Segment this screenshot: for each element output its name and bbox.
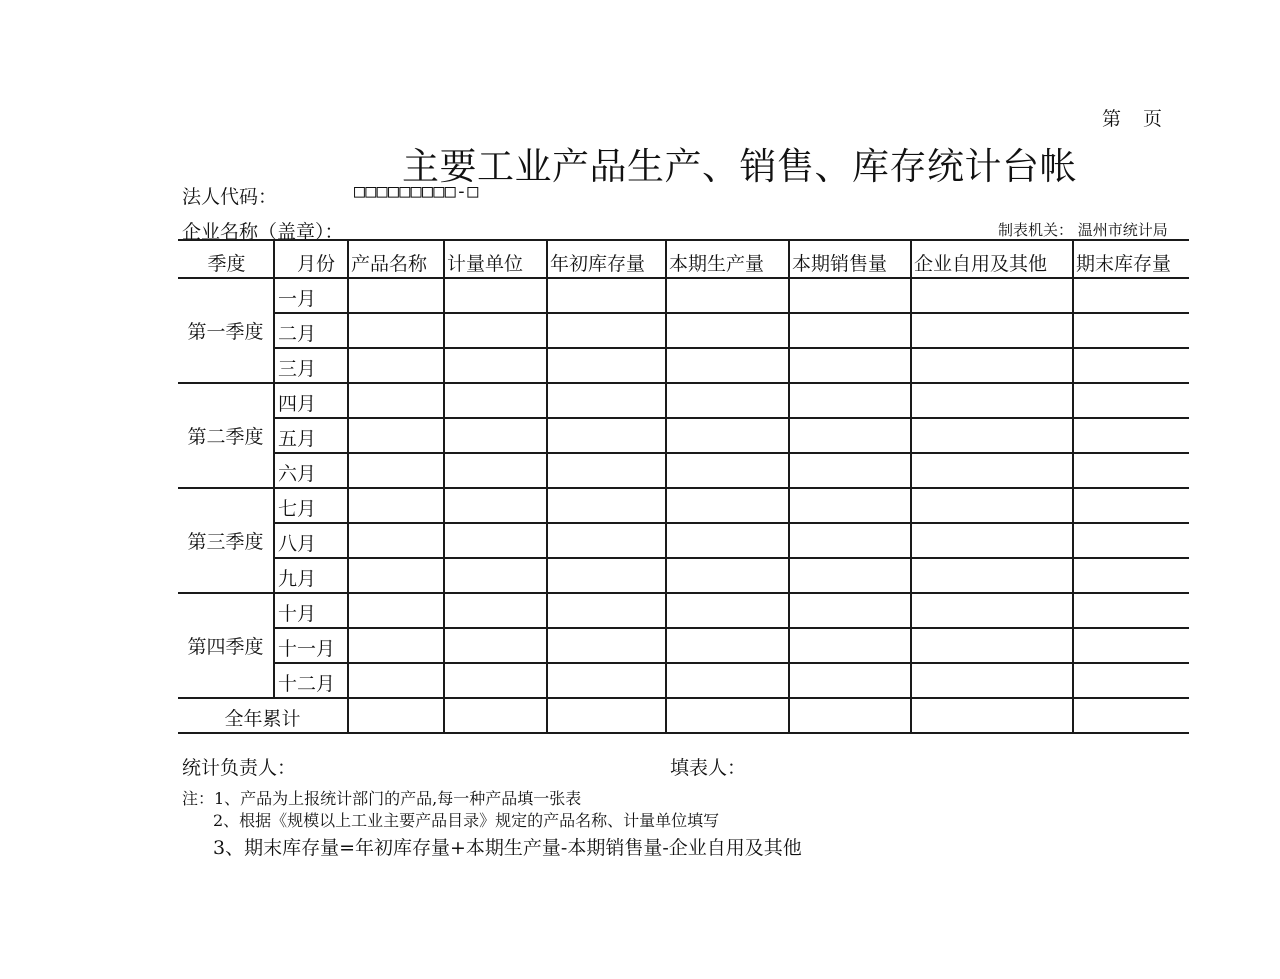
month-label: 二月: [274, 313, 348, 348]
filler-label: 填表人：: [670, 757, 747, 779]
table-row: [178, 418, 1189, 453]
cell-closing-stock[interactable]: [1073, 278, 1189, 313]
cell-production[interactable]: [666, 663, 789, 698]
cell-product-name[interactable]: [348, 278, 444, 313]
cell-product-name[interactable]: [348, 488, 444, 523]
cell-opening-stock[interactable]: [547, 278, 666, 313]
cell-opening-stock[interactable]: [547, 313, 666, 348]
note-1: 注：1、产品为上报统计部门的产品,每一种产品填一张表: [182, 789, 582, 808]
cell-opening-stock[interactable]: [547, 523, 666, 558]
month-label: 十二月: [274, 663, 348, 698]
cell-sales[interactable]: [789, 383, 911, 418]
cell-closing-stock[interactable]: [1073, 558, 1189, 593]
cell-self-use-other[interactable]: [911, 523, 1073, 558]
cell-product-name[interactable]: [348, 628, 444, 663]
cell-product-name[interactable]: [348, 383, 444, 418]
cell-closing-stock[interactable]: [1073, 523, 1189, 558]
cell-sales[interactable]: [789, 558, 911, 593]
table-row: [178, 313, 1189, 348]
cell-product-name[interactable]: [348, 418, 444, 453]
cell-closing-stock[interactable]: [1073, 418, 1189, 453]
cell-unit[interactable]: [444, 523, 547, 558]
table-row: [178, 628, 1189, 663]
cell-unit[interactable]: [444, 313, 547, 348]
table-row: [178, 383, 1189, 418]
cell-production[interactable]: [666, 488, 789, 523]
cell-opening-stock[interactable]: [547, 453, 666, 488]
table-row: [178, 348, 1189, 383]
month-label: 三月: [274, 348, 348, 383]
header-product-name: 产品名称: [348, 240, 444, 278]
quarter-label: 第二季度: [178, 383, 274, 488]
cell-opening-stock[interactable]: [547, 488, 666, 523]
table-row: [178, 278, 1189, 313]
cell-product-name[interactable]: [348, 663, 444, 698]
header-production: 本期生产量: [666, 240, 789, 278]
cell-closing-stock[interactable]: [1073, 383, 1189, 418]
cell-unit[interactable]: [444, 348, 547, 383]
cell-unit[interactable]: [444, 418, 547, 453]
cell-unit[interactable]: [444, 383, 547, 418]
table-row: [178, 523, 1189, 558]
cell-self-use-other[interactable]: [911, 453, 1073, 488]
page-title: 主要工业产品生产、销售、库存统计台帐: [402, 145, 1077, 188]
cell-sales[interactable]: [789, 488, 911, 523]
cell-sales[interactable]: [789, 313, 911, 348]
cell-production[interactable]: [666, 593, 789, 628]
cell-sales[interactable]: [789, 663, 911, 698]
cell-closing-stock[interactable]: [1073, 593, 1189, 628]
total-cell-product-name[interactable]: [348, 698, 444, 733]
note-2: 2、根据《规模以上工业主要产品目录》规定的产品名称、计量单位填写: [213, 811, 720, 830]
cell-production[interactable]: [666, 418, 789, 453]
month-label: 十月: [274, 593, 348, 628]
total-cell-sales[interactable]: [789, 698, 911, 733]
table-row: [178, 488, 1189, 523]
cell-closing-stock[interactable]: [1073, 488, 1189, 523]
cell-sales[interactable]: [789, 523, 911, 558]
month-label: 七月: [274, 488, 348, 523]
page-number-suffix: 页: [1143, 108, 1163, 130]
cell-self-use-other[interactable]: [911, 663, 1073, 698]
cell-production[interactable]: [666, 348, 789, 383]
month-label: 五月: [274, 418, 348, 453]
issuer-info: [998, 219, 1168, 240]
month-label: 十一月: [274, 628, 348, 663]
total-cell-closing-stock[interactable]: [1073, 698, 1189, 733]
cell-unit[interactable]: [444, 558, 547, 593]
cell-sales[interactable]: [789, 628, 911, 663]
cell-opening-stock[interactable]: [547, 348, 666, 383]
cell-self-use-other[interactable]: [911, 593, 1073, 628]
note-3: 3、期末库存量=年初库存量+本期生产量-本期销售量-企业自用及其他: [213, 837, 802, 859]
legal-code-label: 法人代码：: [182, 186, 278, 208]
signer-label: 统计负责人：: [182, 757, 297, 779]
cell-self-use-other[interactable]: [911, 558, 1073, 593]
cell-sales[interactable]: [789, 418, 911, 453]
cell-production[interactable]: [666, 523, 789, 558]
quarter-label: 第四季度: [178, 593, 274, 698]
quarter-label: 第三季度: [178, 488, 274, 593]
cell-self-use-other[interactable]: [911, 628, 1073, 663]
cell-unit[interactable]: [444, 453, 547, 488]
header-opening-stock: 年初库存量: [547, 240, 666, 278]
header-sales: 本期销售量: [789, 240, 911, 278]
cell-self-use-other[interactable]: [911, 313, 1073, 348]
header-row: [178, 240, 1189, 278]
cell-self-use-other[interactable]: [911, 348, 1073, 383]
cell-production[interactable]: [666, 453, 789, 488]
cell-unit[interactable]: [444, 278, 547, 313]
table-row: [178, 663, 1189, 698]
cell-product-name[interactable]: [348, 593, 444, 628]
cell-self-use-other[interactable]: [911, 278, 1073, 313]
cell-self-use-other[interactable]: [911, 383, 1073, 418]
cell-closing-stock[interactable]: [1073, 628, 1189, 663]
header-self-use-other: 企业自用及其他: [911, 240, 1073, 278]
total-row: [178, 698, 1189, 733]
cell-product-name[interactable]: [348, 348, 444, 383]
company-name-label: 企业名称（盖章）：: [182, 221, 344, 243]
cell-unit[interactable]: [444, 663, 547, 698]
cell-closing-stock[interactable]: [1073, 348, 1189, 383]
page-number-prefix: 第: [1102, 108, 1122, 130]
ledger-table: [178, 239, 1189, 734]
table-row: [178, 593, 1189, 628]
cell-self-use-other[interactable]: [911, 418, 1073, 453]
cell-production[interactable]: [666, 313, 789, 348]
total-cell-production[interactable]: [666, 698, 789, 733]
header-closing-stock: 期末库存量: [1073, 240, 1189, 278]
cell-production[interactable]: [666, 558, 789, 593]
cell-product-name[interactable]: [348, 453, 444, 488]
cell-unit[interactable]: [444, 628, 547, 663]
cell-sales[interactable]: [789, 278, 911, 313]
cell-production[interactable]: [666, 278, 789, 313]
cell-unit[interactable]: [444, 593, 547, 628]
header-quarter: 季度: [178, 240, 274, 278]
month-label: 六月: [274, 453, 348, 488]
cell-opening-stock[interactable]: [547, 558, 666, 593]
total-label: 全年累计: [178, 698, 348, 733]
legal-code-field[interactable]: □□□□□□□□□-□: [354, 181, 479, 202]
cell-sales[interactable]: [789, 453, 911, 488]
header-month: 月份: [274, 240, 348, 278]
cell-product-name[interactable]: [348, 558, 444, 593]
page-number: [1102, 104, 1162, 131]
table-row: [178, 558, 1189, 593]
issuer-label: 制表机关：: [998, 221, 1074, 239]
cell-product-name[interactable]: [348, 523, 444, 558]
cell-sales[interactable]: [789, 593, 911, 628]
quarter-label: 第一季度: [178, 278, 274, 383]
cell-closing-stock[interactable]: [1073, 663, 1189, 698]
month-label: 八月: [274, 523, 348, 558]
cell-production[interactable]: [666, 383, 789, 418]
cell-production[interactable]: [666, 628, 789, 663]
total-cell-self-use-other[interactable]: [911, 698, 1073, 733]
cell-opening-stock[interactable]: [547, 628, 666, 663]
cell-opening-stock[interactable]: [547, 663, 666, 698]
cell-closing-stock[interactable]: [1073, 453, 1189, 488]
cell-product-name[interactable]: [348, 313, 444, 348]
total-cell-opening-stock[interactable]: [547, 698, 666, 733]
month-label: 一月: [274, 278, 348, 313]
issuer-value: 温州市统计局: [1077, 221, 1168, 239]
table-row: [178, 453, 1189, 488]
header-unit: 计量单位: [444, 240, 547, 278]
total-cell-unit[interactable]: [444, 698, 547, 733]
month-label: 四月: [274, 383, 348, 418]
cell-opening-stock[interactable]: [547, 418, 666, 453]
cell-opening-stock[interactable]: [547, 593, 666, 628]
month-label: 九月: [274, 558, 348, 593]
cell-sales[interactable]: [789, 348, 911, 383]
cell-unit[interactable]: [444, 488, 547, 523]
cell-opening-stock[interactable]: [547, 383, 666, 418]
cell-closing-stock[interactable]: [1073, 313, 1189, 348]
cell-self-use-other[interactable]: [911, 488, 1073, 523]
